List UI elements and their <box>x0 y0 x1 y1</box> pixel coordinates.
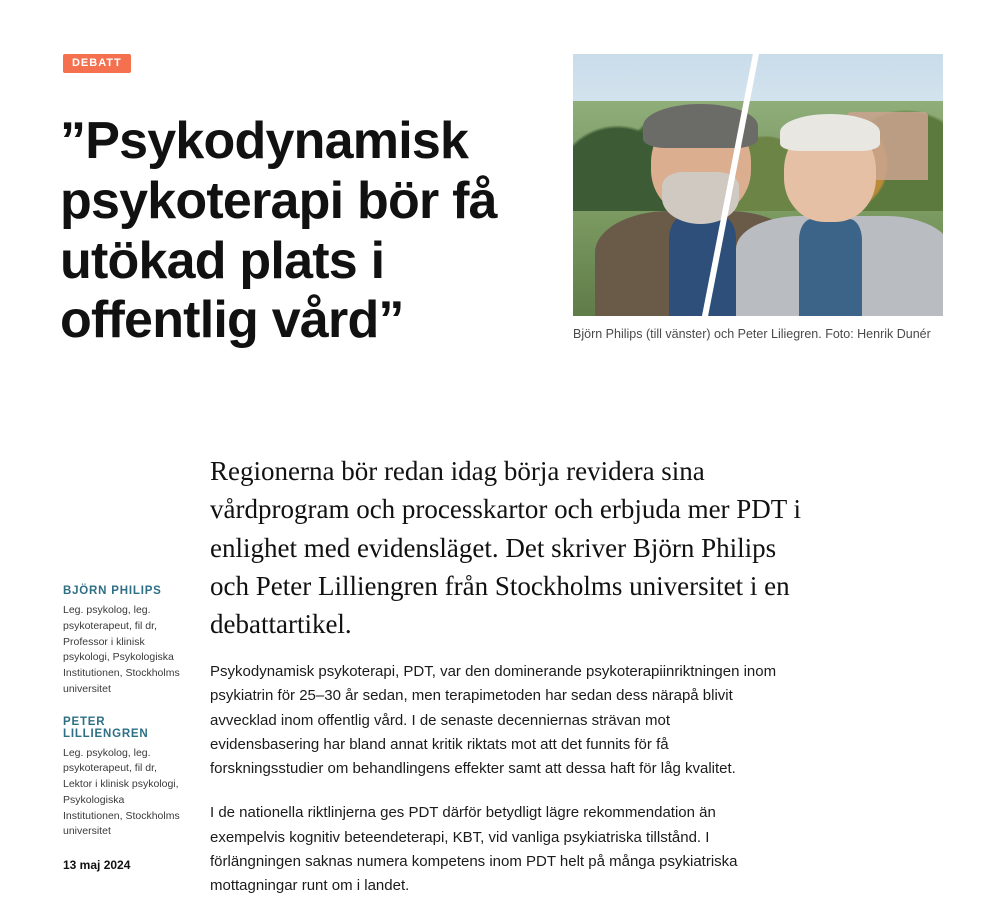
right-person-shirt <box>799 219 862 316</box>
author-description: Leg. psykolog, leg. psykoterapeut, fil dr, Professor i klinisk psykologi, Psykologiska Institutionen, Stockholms universitet <box>63 604 180 695</box>
publish-date: 13 maj 2024 <box>63 858 131 872</box>
lead-image <box>573 54 943 316</box>
portrait-photo <box>573 54 943 316</box>
category-badge: DEBATT <box>63 54 131 73</box>
author-name: BJÖRN PHILIPS <box>63 585 162 597</box>
photo-caption: Björn Philips (till vänster) och Peter Liliegren. Foto: Henrik Dunér <box>573 327 931 341</box>
article-paragraph: I de nationella riktlinjerna ges PDT därför betydligt lägre rekommendation än exempelvis kognitiv beteendeterapi, KBT, vid vanliga psykiatriska tillstånd. I förlängningen saknas numera kompetens inom PDT helt på många psykiatriska mottagningar runt om i landet. <box>210 804 738 895</box>
left-person-shirt <box>669 216 736 316</box>
right-person-hair <box>780 114 880 151</box>
article-lead: Regionerna bör redan idag börja revidera sina vårdprogram och processkartor och erbjuda mer PDT i enlighet med evidensläget. Det skriver Björn Philips och Peter Lilliengren från Stockholms universitet i en debattartikel. <box>210 456 802 640</box>
author-name: PETER LILLIENGREN <box>63 715 149 740</box>
page-title: ”Psykodynamisk psykoterapi bör få utökad plats i offentlig vård” <box>60 112 497 350</box>
article-body <box>210 660 780 919</box>
author-description: Leg. psykolog, leg. psykoterapeut, fil dr, Lektor i klinisk psykologi, Psykologiska Institutionen, Stockholms universitet <box>63 746 180 838</box>
byline-column <box>63 585 183 872</box>
article-paragraph: Psykodynamisk psykoterapi, PDT, var den dominerande psykoterapiinriktningen inom psykiatrin för 25–30 år sedan, men terapimetoden har sedan dess närapå blivit avvecklad inom offentlig vård. I de senaste decenniernas strävan mot evidensbasering har bland annat kritik riktats mot att det funnits för få forskningsstudier om behandlingens effekter samt att dessa haft för låg kvalitet. <box>210 663 777 778</box>
